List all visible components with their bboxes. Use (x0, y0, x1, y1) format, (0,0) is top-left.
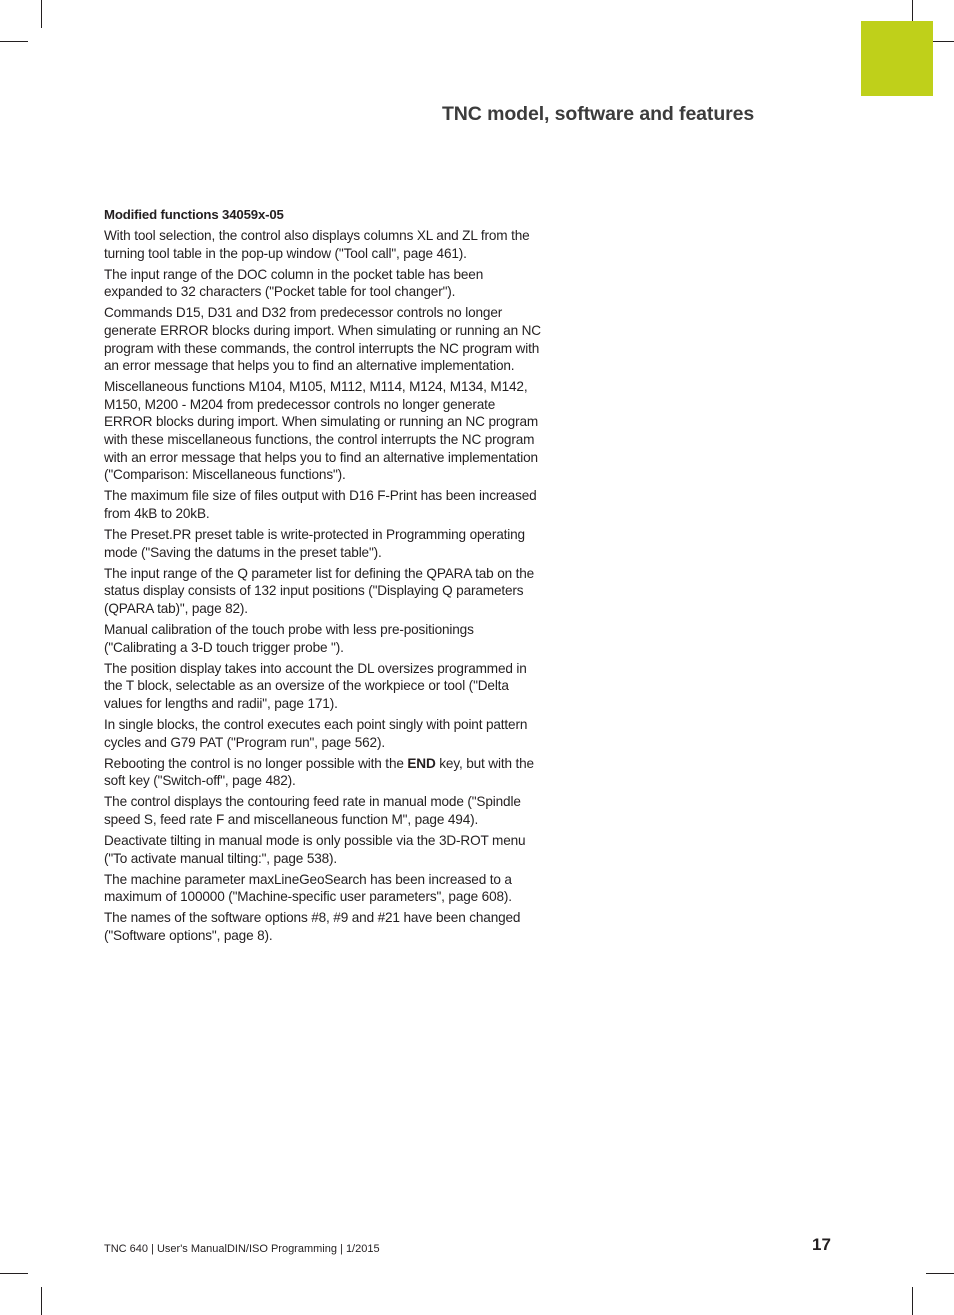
body-paragraph: Manual calibration of the touch probe with less pre-positionings ("Calibrating a 3-D touch trigger probe "). (104, 621, 474, 655)
body-paragraph: The input range of the Q parameter list for defining the QPARA tab on the status display consists of 132 input positions ("Displaying Q parameters (QPARA tab)", page 82). (104, 565, 535, 616)
paragraph-text: key, but with the soft key ("Switch-off", page 482). (104, 755, 534, 789)
crop-mark (926, 1273, 954, 1274)
chapter-tab (861, 21, 933, 96)
body-paragraph: In single blocks, the control executes each point singly with point pattern cycles and G79 PAT ("Program run", page 562). (104, 716, 528, 750)
body-paragraph: Miscellaneous functions M104, M105, M112, M114, M124, M134, M142, M150, M200 - M204 from predecessor controls no longer generate ERROR blocks during import. When simulating or running an NC program with these miscellaneous functions, the control interrupts the NC program with an error message that helps you to find an alternative implementation ("Comparison: Miscellaneous functions"). (104, 379, 539, 483)
body-paragraph: The maximum file size of files output with D16 F-Print has been increased from 4kB to 20kB. (104, 488, 537, 521)
body-paragraph: The input range of the DOC column in the pocket table has been expanded to 32 characters ("Pocket table for tool changer"). (104, 266, 484, 300)
crop-mark (41, 1287, 42, 1315)
section-heading: Modified functions 34059x-05 (104, 207, 284, 222)
page-header-title: TNC model, software and features (442, 103, 755, 125)
crop-mark (912, 1287, 913, 1315)
body-paragraph: The position display takes into account the DL oversizes programmed in the T block, selectable as an oversize of the workpiece or tool ("Delta values for lengths and radii", page 171). (104, 660, 527, 711)
main-content (104, 206, 544, 948)
key-name: END (407, 755, 436, 771)
body-paragraph: The Preset.PR preset table is write-protected in Programming operating mode ("Saving the datums in the preset table"). (104, 527, 525, 560)
footer-text: TNC 640 | User's ManualDIN/ISO Programming | 1/2015 (104, 1243, 380, 1255)
body-paragraph: Commands D15, D31 and D32 from predecessor controls no longer generate ERROR blocks during import. When simulating or running an NC program with these commands, the control interrupts the NC program with an error message that helps you to find an alternative implementation. (104, 305, 541, 374)
crop-mark (0, 1273, 28, 1274)
body-paragraph: The control displays the contouring feed rate in manual mode ("Spindle speed S, feed rate F and miscellaneous function M", page 494). (104, 794, 521, 827)
body-paragraph: Deactivate tilting in manual mode is only possible via the 3D-ROT menu ("To activate manual tilting:", page 538). (104, 833, 526, 866)
body-paragraph: The machine parameter maxLineGeoSearch has been increased to a maximum of 100000 ("Machine-specific user parameters", page 608). (104, 871, 512, 905)
body-paragraph (104, 755, 544, 790)
crop-mark (0, 41, 28, 42)
body-paragraph: The names of the software options #8, #9 and #21 have been changed ("Software options", page 8). (104, 910, 521, 943)
crop-mark (41, 0, 42, 28)
body-paragraph: With tool selection, the control also displays columns XL and ZL from the turning tool table in the pop-up window ("Tool call", page 461). (104, 228, 530, 261)
paragraph-list (104, 227, 544, 945)
page-number: 17 (812, 1235, 831, 1254)
paragraph-text: Rebooting the control is no longer possible with the (104, 755, 408, 771)
